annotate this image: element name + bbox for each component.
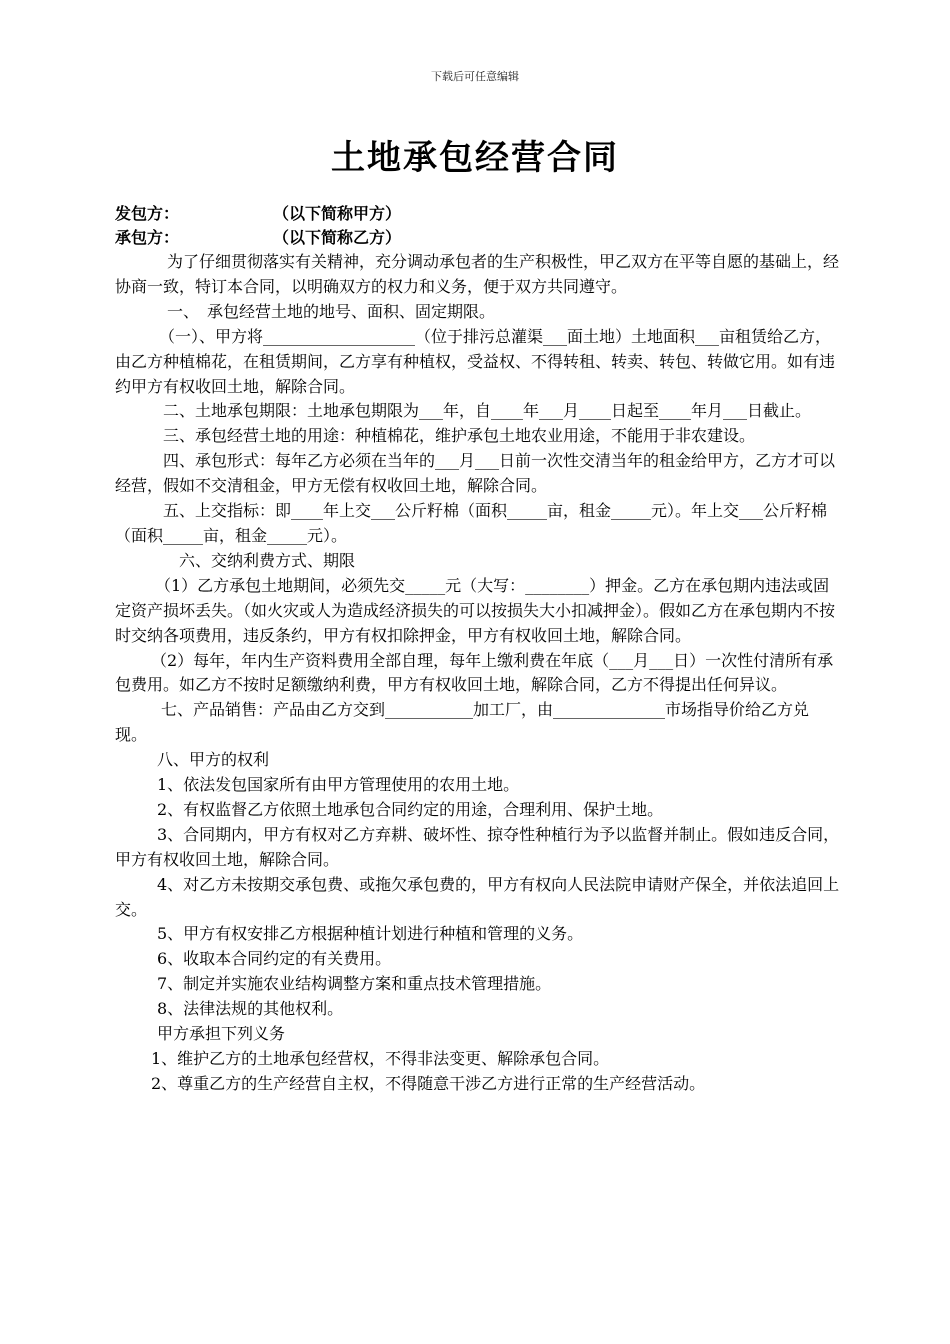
section-5-quota: 五、上交指标：即____年上交___公斤籽棉（面积_____亩，租金_____元）。年上交___公斤籽棉（面积_____亩，租金_____元）。 — [115, 501, 828, 545]
section-3-usage: 三、承包经营土地的用途：种植棉花，维护承包土地农业用途，不能用于非农建设。 — [163, 426, 756, 446]
right-item-4: 4、对乙方未按期交承包费、或拖欠承包费的，甲方有权向人民法院申请财产保全，并依法追回上交。 — [115, 874, 840, 919]
section-6-heading: 六、交纳利费方式、期限 — [179, 550, 356, 570]
contractor-note: （以下简称甲方） — [273, 204, 402, 223]
section-1-heading: 一、 承包经营土地的地号、面积、固定期限。 — [167, 301, 496, 321]
section-8-heading: 八、甲方的权利 — [157, 750, 270, 770]
section-1-item-1: （一）、甲方将___________________（位于排污总灌渠___面土地）土地面积___亩租赁给乙方，由乙方种植棉花，在租赁期间，乙方享有种植权，受益权、不得转租、转卖、转包、转做它用。如有违约甲方有权收回土地，解除合同。 — [115, 326, 836, 396]
contractee-note: （以下简称乙方） — [273, 228, 402, 247]
section-4-form: 四、承包形式：每年乙方必须在当年的___月___日前一次性交清当年的租金给甲方，乙方才可以经营，假如不交清租金，甲方无偿有权收回土地，解除合同。 — [115, 451, 836, 496]
section-2-term: 二、土地承包期限：土地承包期限为___年，自____年___月____日起至____年月___日截止。 — [163, 401, 812, 421]
preamble-paragraph: 为了仔细贯彻落实有关精神，充分调动承包者的生产积极性，甲乙双方在平等自愿的基础上，经协商一致，特订本合同，以明确双方的权力和义务，便于双方共同遵守。 — [115, 252, 840, 296]
right-item-6: 6、收取本合同约定的有关费用。 — [157, 949, 392, 969]
obligations-heading: 甲方承担下列义务 — [157, 1024, 286, 1044]
section-6-item-2: （2）每年，年内生产资料费用全部自理，每年上缴利费在年底（___月___日）一次性付清所有承包费用。如乙方不按时足额缴纳利费，甲方有权收回土地，解除合同，乙方不得提出任何异议。 — [115, 650, 834, 695]
contractee-line — [115, 226, 401, 250]
document-title: 土地承包经营合同 — [331, 138, 619, 178]
right-item-3: 3、合同期内，甲方有权对乙方弃耕、破坏性、掠夺性种植行为予以监督并制止。假如违反合同，甲方有权收回土地，解除合同。 — [115, 824, 840, 869]
contractee-label: 承包方： — [115, 228, 180, 247]
header-note: 下载后可任意编辑 — [431, 70, 519, 83]
obligation-item-2: 2、尊重乙方的生产经营自主权，不得随意干涉乙方进行正常的生产经营活动。 — [151, 1073, 706, 1093]
right-item-2: 2、有权监督乙方依照土地承包合同约定的用途，合理利用、保护土地。 — [157, 799, 664, 819]
right-item-1: 1、依法发包国家所有由甲方管理使用的农用土地。 — [157, 775, 520, 795]
contractor-label: 发包方： — [115, 204, 180, 223]
contractor-line — [115, 202, 401, 226]
contract-body — [115, 250, 840, 1097]
obligation-item-1: 1、维护乙方的土地承包经营权，不得非法变更、解除承包合同。 — [151, 1049, 610, 1068]
section-6-item-1: （1）乙方承包土地期间，必须先交_____元（大写：________）押金。乙方在承包期内违法或固定资产损坏丢失。（如火灾或人为造成经济损失的可以按损失大小扣减押金）。假如乙方在承包期内不按时交纳各项费用，违反条约，甲方有权扣除押金，甲方有权收回土地，解除合同。 — [115, 575, 836, 645]
right-item-7: 7、制定并实施农业结构调整方案和重点技术管理措施。 — [157, 974, 552, 994]
right-item-8: 8、法律法规的其他权利。 — [157, 999, 344, 1019]
right-item-5: 5、甲方有权安排乙方根据种植计划进行种植和管理的义务。 — [157, 924, 584, 944]
section-7-sales: 七、产品销售：产品由乙方交到___________加工厂，由______________市场指导价给乙方兑现。 — [115, 700, 810, 745]
